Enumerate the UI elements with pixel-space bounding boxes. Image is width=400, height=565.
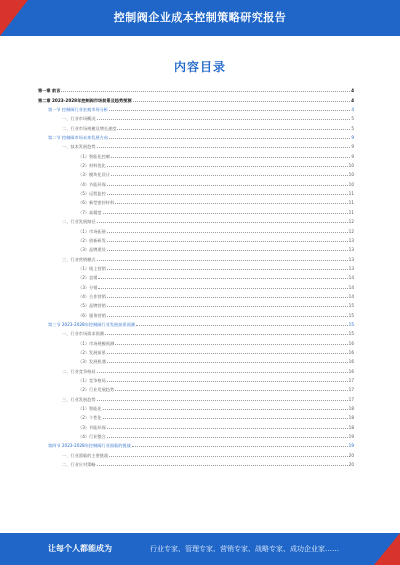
toc-entry-page-number: 10 (348, 163, 354, 169)
toc-leader-dots (97, 118, 351, 120)
toc-entry-label: （2）行业发展趋势 (78, 387, 115, 393)
toc-entry[interactable] (38, 271, 354, 280)
toc-leader-dots (109, 455, 348, 457)
toc-leader-dots (107, 249, 348, 251)
toc-entry[interactable] (38, 224, 354, 233)
toc-entry-label: （2）创新研发 (78, 237, 106, 243)
toc-leader-dots (103, 212, 348, 214)
toc-entry-label: （3）发展机遇 (78, 359, 106, 365)
toc-entry-label: （3）分销 (78, 284, 98, 290)
toc-leader-dots (111, 156, 350, 158)
footer-slogan: 让每个人都能成为 (48, 544, 112, 553)
toc-entry[interactable] (38, 420, 354, 429)
toc-entry[interactable] (38, 140, 354, 149)
toc-entry-label: （3）节能环保 (78, 424, 106, 430)
toc-entry[interactable] (38, 177, 354, 186)
toc-leader-dots (109, 137, 350, 139)
toc-leader-dots (97, 399, 348, 401)
toc-entry-label: 第二章 2023-2028年控制阀市场前景及趋势预测 (38, 97, 132, 103)
toc-leader-dots (115, 343, 347, 345)
toc-entry-page-number: 9 (351, 135, 354, 141)
toc-entry-label: （1）线上营销 (78, 265, 106, 271)
toc-entry[interactable] (38, 187, 354, 196)
toc-entry-label: 一、技术发展趋势 (62, 144, 96, 150)
toc-entry[interactable] (38, 383, 354, 392)
toc-entry-label: （2）发展前景 (78, 349, 106, 355)
toc-entry-page-number: 19 (348, 443, 354, 449)
toc-entry-page-number: 14 (348, 293, 354, 299)
toc-entry-label: 第二节 控制阀市场未来发展方向 (48, 135, 108, 141)
toc-leader-dots (107, 427, 348, 429)
toc-entry-label: （2）直销 (78, 275, 98, 281)
toc-entry[interactable] (38, 402, 354, 411)
toc-entry-page-number: 18 (348, 415, 354, 421)
toc-entry-page-number: 10 (348, 181, 354, 187)
toc-leader-dots (107, 296, 348, 298)
toc-entry[interactable] (38, 280, 354, 289)
toc-entry-page-number: 15 (348, 303, 354, 309)
toc-entry-label: （4）行业整合 (78, 434, 106, 440)
toc-entry-page-number: 4 (351, 88, 354, 94)
toc-entry-label: 第一章 前言 (38, 88, 61, 94)
toc-entry-page-number: 14 (348, 275, 354, 281)
toc-entry-page-number: 15 (348, 331, 354, 337)
toc-entry-page-number: 16 (348, 349, 354, 355)
toc-entry[interactable] (38, 103, 354, 112)
toc-entry-page-number: 17 (348, 396, 354, 402)
toc-leader-dots (97, 259, 348, 261)
report-title: 控制阀企业成本控制策略研究报告 (113, 11, 287, 24)
toc-entry-page-number: 14 (348, 284, 354, 290)
toc-entry[interactable] (38, 84, 354, 93)
toc-leader-dots (98, 287, 347, 289)
toc-entry-label: （3）模块化设计 (78, 172, 110, 178)
toc-entry-page-number: 12 (348, 219, 354, 225)
toc-entry-label: （4）节能环保 (78, 181, 106, 187)
toc-entry[interactable] (38, 131, 354, 140)
toc-leader-dots (107, 305, 348, 307)
toc-entry-label: （2）材料优化 (78, 163, 106, 169)
toc-entry-page-number: 20 (348, 462, 354, 468)
toc-entry[interactable] (38, 205, 354, 214)
toc-entry-label: （5）远程监控 (78, 191, 106, 197)
toc-leader-dots (107, 380, 348, 382)
toc-entry-label: （1）市场规模预测 (78, 340, 115, 346)
toc-entry-label: 第一节 控制阀行业宏观市场分析 (48, 107, 108, 113)
toc-entry[interactable] (38, 411, 354, 420)
toc-entry-label: 三、行业营销模式 (62, 256, 96, 262)
toc-leader-dots (107, 193, 348, 195)
toc-leader-dots (61, 90, 350, 92)
toc-entry-label: 二、行业应对策略 (62, 462, 96, 468)
toc-entry[interactable] (38, 262, 354, 271)
toc-entry-label: （6）服务营销 (78, 312, 106, 318)
toc-leader-dots (105, 333, 348, 335)
toc-leader-dots (97, 146, 351, 148)
toc-entry[interactable] (38, 327, 354, 336)
toc-entry-page-number: 16 (348, 368, 354, 374)
toc-entry[interactable] (38, 430, 354, 439)
toc-entry[interactable] (38, 308, 354, 317)
toc-entry-label: （1）市场拓展 (78, 228, 106, 234)
toc-entry-label: 一、行业市场概况 (62, 116, 96, 122)
toc-entry[interactable] (38, 243, 354, 252)
toc-leader-dots (107, 184, 348, 186)
toc-entry-page-number: 15 (348, 321, 354, 327)
toc-leader-dots (107, 436, 348, 438)
toc-leader-dots (117, 128, 350, 130)
table-of-contents (38, 84, 354, 467)
toc-entry[interactable] (38, 299, 354, 308)
toc-entry-label: （5）品牌营销 (78, 303, 106, 309)
toc-entry-label: 二、行业竞争格局 (62, 368, 96, 374)
toc-entry[interactable] (38, 336, 354, 345)
toc-entry-page-number: 5 (351, 125, 354, 131)
toc-leader-dots (115, 389, 347, 391)
toc-entry-page-number: 5 (351, 116, 354, 122)
toc-entry-page-number: 9 (351, 144, 354, 150)
toc-entry-label: （1）智能化 (78, 406, 102, 412)
toc-leader-dots (132, 445, 348, 447)
toc-entry-page-number: 18 (348, 406, 354, 412)
toc-leader-dots (109, 109, 350, 111)
toc-leader-dots (136, 324, 348, 326)
toc-entry[interactable] (38, 290, 354, 299)
toc-entry-page-number: 10 (348, 172, 354, 178)
toc-entry-label: 二、行业发展路径 (62, 219, 96, 225)
toc-entry[interactable] (38, 149, 354, 158)
toc-entry-label: （2）个性化 (78, 415, 102, 421)
toc-entry-page-number: 13 (348, 237, 354, 243)
toc-leader-dots (107, 231, 348, 233)
toc-entry-page-number: 19 (348, 434, 354, 440)
toc-entry[interactable] (38, 252, 354, 261)
toc-leader-dots (115, 202, 347, 204)
toc-leader-dots (107, 315, 348, 317)
toc-entry[interactable] (38, 392, 354, 401)
toc-entry[interactable] (38, 374, 354, 383)
toc-entry[interactable] (38, 364, 354, 373)
toc-entry-page-number: 17 (348, 387, 354, 393)
toc-entry-label: （1）竞争格局 (78, 378, 106, 383)
toc-entry-label: 第四节 2023-2028年控制阀行业面临的挑战 (48, 443, 131, 449)
toc-leader-dots (107, 361, 348, 363)
toc-entry-label: （3）品牌建设 (78, 247, 106, 253)
toc-entry[interactable] (38, 93, 354, 102)
toc-leader-dots (107, 165, 348, 167)
toc-entry-page-number: 15 (348, 312, 354, 318)
toc-entry-label: 第三节 2023-2028年控制阀行业发展前景预测 (48, 321, 135, 327)
toc-entry-page-number: 9 (351, 153, 354, 159)
toc-leader-dots (107, 240, 348, 242)
toc-entry-label: （6）新型密封材料 (78, 200, 115, 206)
toc-entry-page-number: 18 (348, 424, 354, 430)
toc-entry-page-number: 13 (348, 247, 354, 253)
toc-entry-page-number: 20 (348, 452, 354, 458)
toc-leader-dots (98, 277, 347, 279)
toc-entry[interactable] (38, 112, 354, 121)
toc-leader-dots (111, 174, 348, 176)
toc-leader-dots (107, 268, 348, 270)
toc-entry-label: 二、行业市场规模及增长速度 (62, 125, 117, 131)
toc-entry[interactable] (38, 234, 354, 243)
toc-entry[interactable] (38, 346, 354, 355)
toc-entry-page-number: 4 (351, 107, 354, 113)
toc-entry-label: （7）高精度 (78, 209, 102, 215)
toc-entry-page-number: 11 (348, 200, 354, 206)
toc-entry-page-number: 16 (348, 340, 354, 346)
toc-entry-page-number: 13 (348, 256, 354, 262)
toc-entry[interactable] (38, 159, 354, 168)
toc-entry-page-number: 11 (348, 209, 354, 215)
toc-entry-label: 一、行业市场需求预测 (62, 331, 104, 337)
toc-entry-label: （4）合作营销 (78, 293, 106, 299)
footer-red-accent (374, 533, 400, 565)
toc-entry[interactable] (38, 121, 354, 130)
toc-entry-page-number: 16 (348, 359, 354, 365)
toc-entry[interactable] (38, 215, 354, 224)
toc-leader-dots (97, 371, 348, 373)
toc-entry[interactable] (38, 168, 354, 177)
toc-entry[interactable] (38, 318, 354, 327)
footer-tagline: 行业专家、管理专家、营销专家、战略专家、成功企业家…… (150, 545, 339, 553)
toc-entry[interactable] (38, 448, 354, 457)
toc-entry-page-number: 11 (348, 191, 354, 197)
toc-entry[interactable] (38, 196, 354, 205)
toc-entry-label: 三、行业发展趋势 (62, 396, 96, 402)
toc-entry-page-number: 12 (348, 228, 354, 234)
toc-entry[interactable] (38, 355, 354, 364)
toc-leader-dots (103, 417, 348, 419)
toc-leader-dots (97, 464, 348, 466)
toc-entry[interactable] (38, 458, 354, 467)
toc-leader-dots (107, 352, 348, 354)
toc-entry-page-number: 13 (348, 265, 354, 271)
footer-bar (0, 533, 400, 565)
toc-heading: 内容目录 (173, 60, 226, 74)
toc-leader-dots (97, 221, 348, 223)
toc-entry[interactable] (38, 439, 354, 448)
toc-entry-label: （1）智能化控制 (78, 153, 110, 159)
toc-entry-page-number: 4 (351, 97, 354, 103)
toc-leader-dots (133, 100, 351, 102)
toc-entry-page-number: 17 (348, 378, 354, 383)
toc-entry-label: 一、行业面临的主要挑战 (62, 452, 109, 458)
header-bar (0, 0, 400, 36)
toc-leader-dots (103, 408, 348, 410)
